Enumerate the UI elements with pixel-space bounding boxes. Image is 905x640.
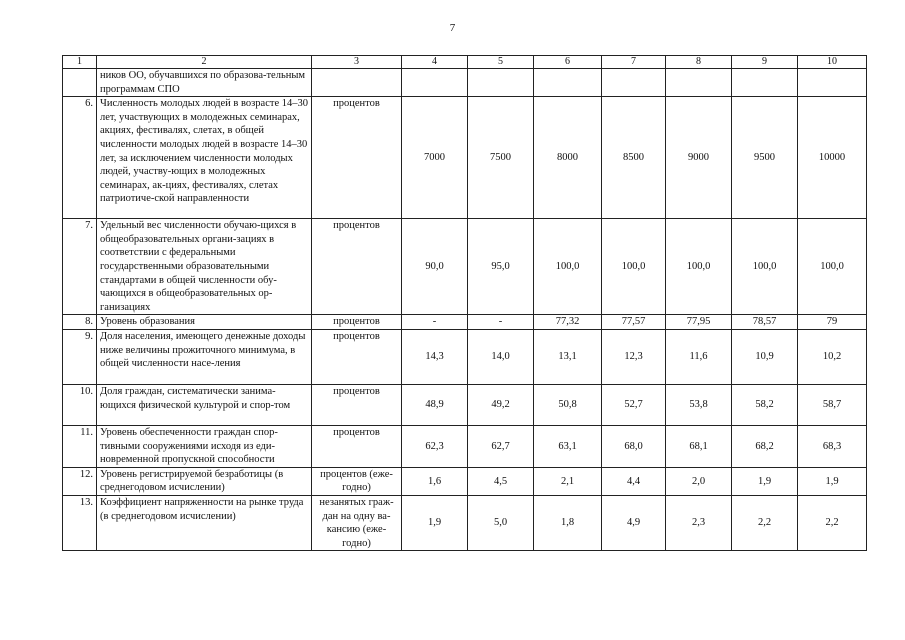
value-cell: 7500 xyxy=(468,97,534,219)
column-header: 10 xyxy=(798,56,867,69)
value-cell xyxy=(402,69,468,97)
unit-cell: процентов (еже-годно) xyxy=(312,467,402,495)
table-row xyxy=(63,69,867,97)
value-cell: 68,3 xyxy=(798,425,867,467)
value-cell: - xyxy=(402,315,468,330)
value-cell: 1,9 xyxy=(402,495,468,550)
column-header: 1 xyxy=(63,56,97,69)
value-cell: 90,0 xyxy=(402,219,468,315)
value-cell: 1,8 xyxy=(534,495,602,550)
unit-cell: процентов xyxy=(312,384,402,425)
unit-cell xyxy=(312,69,402,97)
unit-cell: процентов xyxy=(312,97,402,219)
value-cell: 5,0 xyxy=(468,495,534,550)
value-cell: 77,95 xyxy=(666,315,732,330)
value-cell: 100,0 xyxy=(732,219,798,315)
table-row xyxy=(63,495,867,550)
value-cell: 2,2 xyxy=(732,495,798,550)
value-cell: 1,9 xyxy=(732,467,798,495)
row-number xyxy=(63,69,97,97)
value-cell: 9000 xyxy=(666,97,732,219)
row-number: 13. xyxy=(63,495,97,550)
row-number: 7. xyxy=(63,219,97,315)
value-cell: 68,1 xyxy=(666,425,732,467)
value-cell: 13,1 xyxy=(534,329,602,384)
indicator-name: ников ОО, обучавшихся по образова-тельным программам СПО xyxy=(97,69,312,97)
value-cell: 79 xyxy=(798,315,867,330)
value-cell: 10,9 xyxy=(732,329,798,384)
page-number: 7 xyxy=(449,22,456,34)
row-number: 12. xyxy=(63,467,97,495)
column-header: 2 xyxy=(97,56,312,69)
value-cell xyxy=(732,69,798,97)
column-header: 9 xyxy=(732,56,798,69)
column-header: 7 xyxy=(602,56,666,69)
unit-cell: процентов xyxy=(312,219,402,315)
value-cell: 100,0 xyxy=(602,219,666,315)
table-row xyxy=(63,329,867,384)
value-cell: 78,57 xyxy=(732,315,798,330)
value-cell: 62,3 xyxy=(402,425,468,467)
unit-cell: процентов xyxy=(312,315,402,330)
unit-cell: процентов xyxy=(312,425,402,467)
table-row xyxy=(63,219,867,315)
value-cell: 77,57 xyxy=(602,315,666,330)
value-cell: 77,32 xyxy=(534,315,602,330)
value-cell: 100,0 xyxy=(534,219,602,315)
value-cell: 52,7 xyxy=(602,384,666,425)
value-cell: 1,6 xyxy=(402,467,468,495)
value-cell: 2,0 xyxy=(666,467,732,495)
indicators-table xyxy=(62,55,867,551)
table-row xyxy=(63,384,867,425)
value-cell: 48,9 xyxy=(402,384,468,425)
value-cell: 53,8 xyxy=(666,384,732,425)
value-cell: 11,6 xyxy=(666,329,732,384)
row-number: 9. xyxy=(63,329,97,384)
indicator-name: Доля населения, имеющего денежные доходы ниже величины прожиточного минимума, в общей численности насе-ления xyxy=(97,329,312,384)
value-cell: 4,5 xyxy=(468,467,534,495)
value-cell: 2,1 xyxy=(534,467,602,495)
column-number-row xyxy=(63,56,867,69)
value-cell: 9500 xyxy=(732,97,798,219)
value-cell: 14,3 xyxy=(402,329,468,384)
column-header: 5 xyxy=(468,56,534,69)
indicator-name: Численность молодых людей в возрасте 14–30 лет, участвующих в молодежных семинарах, акциях, фестивалях, слетах, в общей численности молодых людей в возрасте 14–30 лет, за исключением численности молодых людей, участву-ющих в молодежных семинарах, ак-циях, фестивалях, слетах патриотиче-ской направленности xyxy=(97,97,312,219)
value-cell: 8000 xyxy=(534,97,602,219)
value-cell: 10,2 xyxy=(798,329,867,384)
indicator-name: Уровень образования xyxy=(97,315,312,330)
value-cell: 2,2 xyxy=(798,495,867,550)
value-cell: 4,4 xyxy=(602,467,666,495)
value-cell: - xyxy=(468,315,534,330)
table-row xyxy=(63,315,867,330)
unit-cell: незанятых граж-дан на одну ва-кансию (еже-годно) xyxy=(312,495,402,550)
value-cell: 4,9 xyxy=(602,495,666,550)
value-cell: 63,1 xyxy=(534,425,602,467)
indicator-name: Уровень регистрируемой безработицы (в среднегодовом исчислении) xyxy=(97,467,312,495)
value-cell: 58,2 xyxy=(732,384,798,425)
value-cell: 49,2 xyxy=(468,384,534,425)
table-row xyxy=(63,425,867,467)
column-header: 3 xyxy=(312,56,402,69)
row-number: 10. xyxy=(63,384,97,425)
value-cell: 62,7 xyxy=(468,425,534,467)
row-number: 8. xyxy=(63,315,97,330)
table-row xyxy=(63,97,867,219)
value-cell xyxy=(602,69,666,97)
value-cell: 8500 xyxy=(602,97,666,219)
indicator-name: Коэффициент напряженности на рынке труда (в среднегодовом исчислении) xyxy=(97,495,312,550)
value-cell: 10000 xyxy=(798,97,867,219)
table-row xyxy=(63,467,867,495)
table-body xyxy=(63,56,867,551)
value-cell: 68,2 xyxy=(732,425,798,467)
value-cell: 12,3 xyxy=(602,329,666,384)
value-cell: 50,8 xyxy=(534,384,602,425)
value-cell xyxy=(468,69,534,97)
value-cell: 58,7 xyxy=(798,384,867,425)
value-cell: 2,3 xyxy=(666,495,732,550)
row-number: 6. xyxy=(63,97,97,219)
value-cell xyxy=(534,69,602,97)
value-cell: 14,0 xyxy=(468,329,534,384)
value-cell xyxy=(798,69,867,97)
value-cell: 100,0 xyxy=(798,219,867,315)
value-cell: 1,9 xyxy=(798,467,867,495)
value-cell xyxy=(666,69,732,97)
unit-cell: процентов xyxy=(312,329,402,384)
column-header: 8 xyxy=(666,56,732,69)
indicator-name: Доля граждан, систематически занима-ющихся физической культурой и спор-том xyxy=(97,384,312,425)
column-header: 6 xyxy=(534,56,602,69)
indicator-name: Уровень обеспеченности граждан спор-тивными сооружениями исходя из еди-новременной пропускной способности xyxy=(97,425,312,467)
value-cell: 100,0 xyxy=(666,219,732,315)
value-cell: 7000 xyxy=(402,97,468,219)
value-cell: 95,0 xyxy=(468,219,534,315)
value-cell: 68,0 xyxy=(602,425,666,467)
row-number: 11. xyxy=(63,425,97,467)
column-header: 4 xyxy=(402,56,468,69)
indicator-name: Удельный вес численности обучаю-щихся в общеобразовательных органи-зациях в соответствии с федеральными государственными образовательными стандартами в общей численности обу-чающихся в общеобразовательных ор-ганизациях xyxy=(97,219,312,315)
